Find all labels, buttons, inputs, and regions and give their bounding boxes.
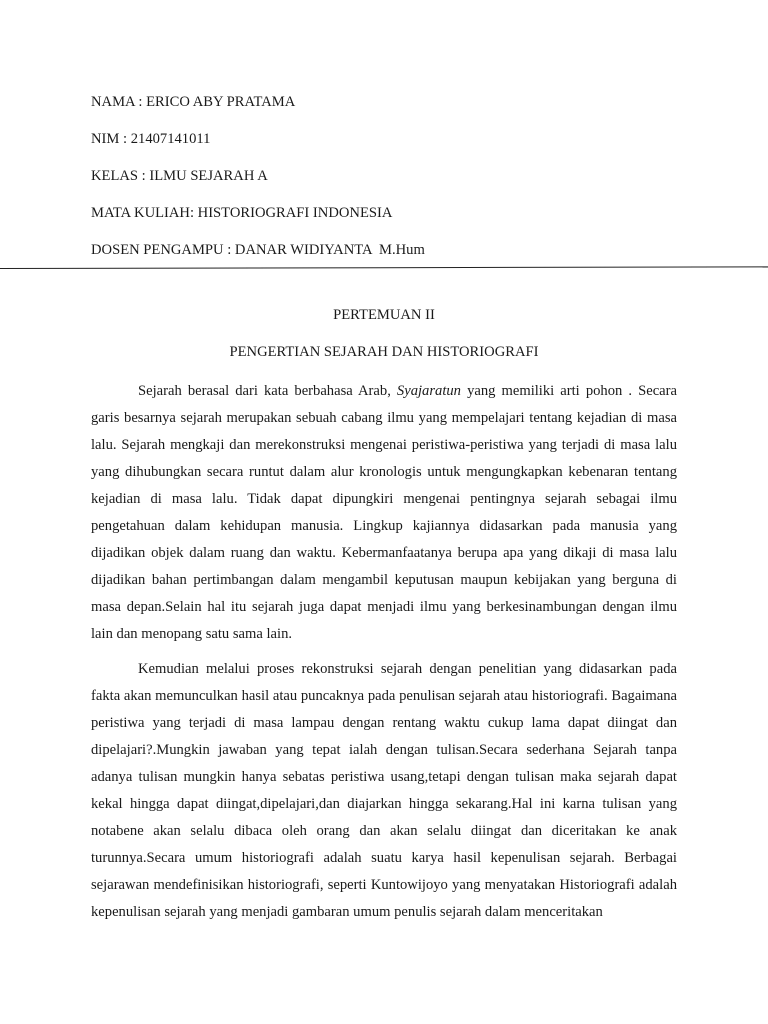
topic-title: PENGERTIAN SEJARAH DAN HISTORIOGRAFI [229,344,539,360]
paragraph-1 [91,378,677,648]
meeting-title: PERTEMUAN II [333,307,435,323]
arabic-term: Syajaratun [396,383,461,399]
student-name: NAMA : ERICO ABY PRATAMA [91,94,296,110]
student-info-header [91,93,425,278]
student-nim: NIM : 21407141011 [91,131,211,147]
paragraph-2 [91,656,677,926]
paragraph-2-text: Kemudian melalui proses rekonstruksi sejarah dengan penelitian yang didasarkan pada fakta akan memunculkan hasil atau puncaknya pada penulisan sejarah atau historiografi. Bagaimana peristiwa yang terjadi di masa lampau dengan rentang waktu cukup lama dapat diingat dan dipelajari?.Mungkin jawaban yang tepat ialah dengan tulisan.Secara sederhana Sejarah tanpa adanya tulisan mungkin hanya sebatas peristiwa usang,tetapi dengan tulisan maka sejarah dapat kekal hingga dapat diingat,dipelajari,dan diajarkan hingga sekarang.Hal ini karna tulisan yang notabene akan selalu dibaca oleh orang dan akan selalu diingat dan diceritakan ke anak turunnya.Secara umum historiografi adalah suatu karya hasil kepenulisan sejarah. Berbagai sejarawan mendefinisikan historiografi, seperti Kuntowijoyo yang menyatakan Historiografi adalah kepenulisan sejarah yang menjadi gambaran umum penulis sejarah dalam menceritakan [91,661,677,920]
paragraph-1-intro: Sejarah berasal dari kata berbahasa Arab, [138,383,397,399]
lecturer-name: DOSEN PENGAMPU : DANAR WIDIYANTA M.Hum [91,242,425,258]
course-name: MATA KULIAH: HISTORIOGRAFI INDONESIA [91,205,393,221]
student-class: KELAS : ILMU SEJARAH A [91,168,268,184]
paragraph-1-body: yang memiliki arti pohon . Secara garis besarnya sejarah merupakan sebuah cabang ilmu yang mempelajari tentang kejadian di masa lalu. Sejarah mengkaji dan merekonstruksi mengenai peristiwa-peristiwa yang terjadi di masa lalu yang dihubungkan secara runtut dalam alur kronologis untuk mengungkapkan kebenaran tentang kejadian di masa lalu. Tidak dapat dipungkiri mengenai pentingnya sejarah sebagai ilmu pengetahuan dalam kehidupan manusia. Lingkup kajiannya didasarkan pada manusia yang dijadikan objek dalam ruang dan waktu. Kebermanfaatanya berupa apa yang dikaji di masa lalu dijadikan bahan pertimbangan dalam mengambil keputusan maupun kebijakan yang berguna di masa depan.Selain hal itu sejarah juga dapat menjadi ilmu yang berkesinambungan dengan ilmu lain dan menopang satu sama lain. [91,383,677,642]
